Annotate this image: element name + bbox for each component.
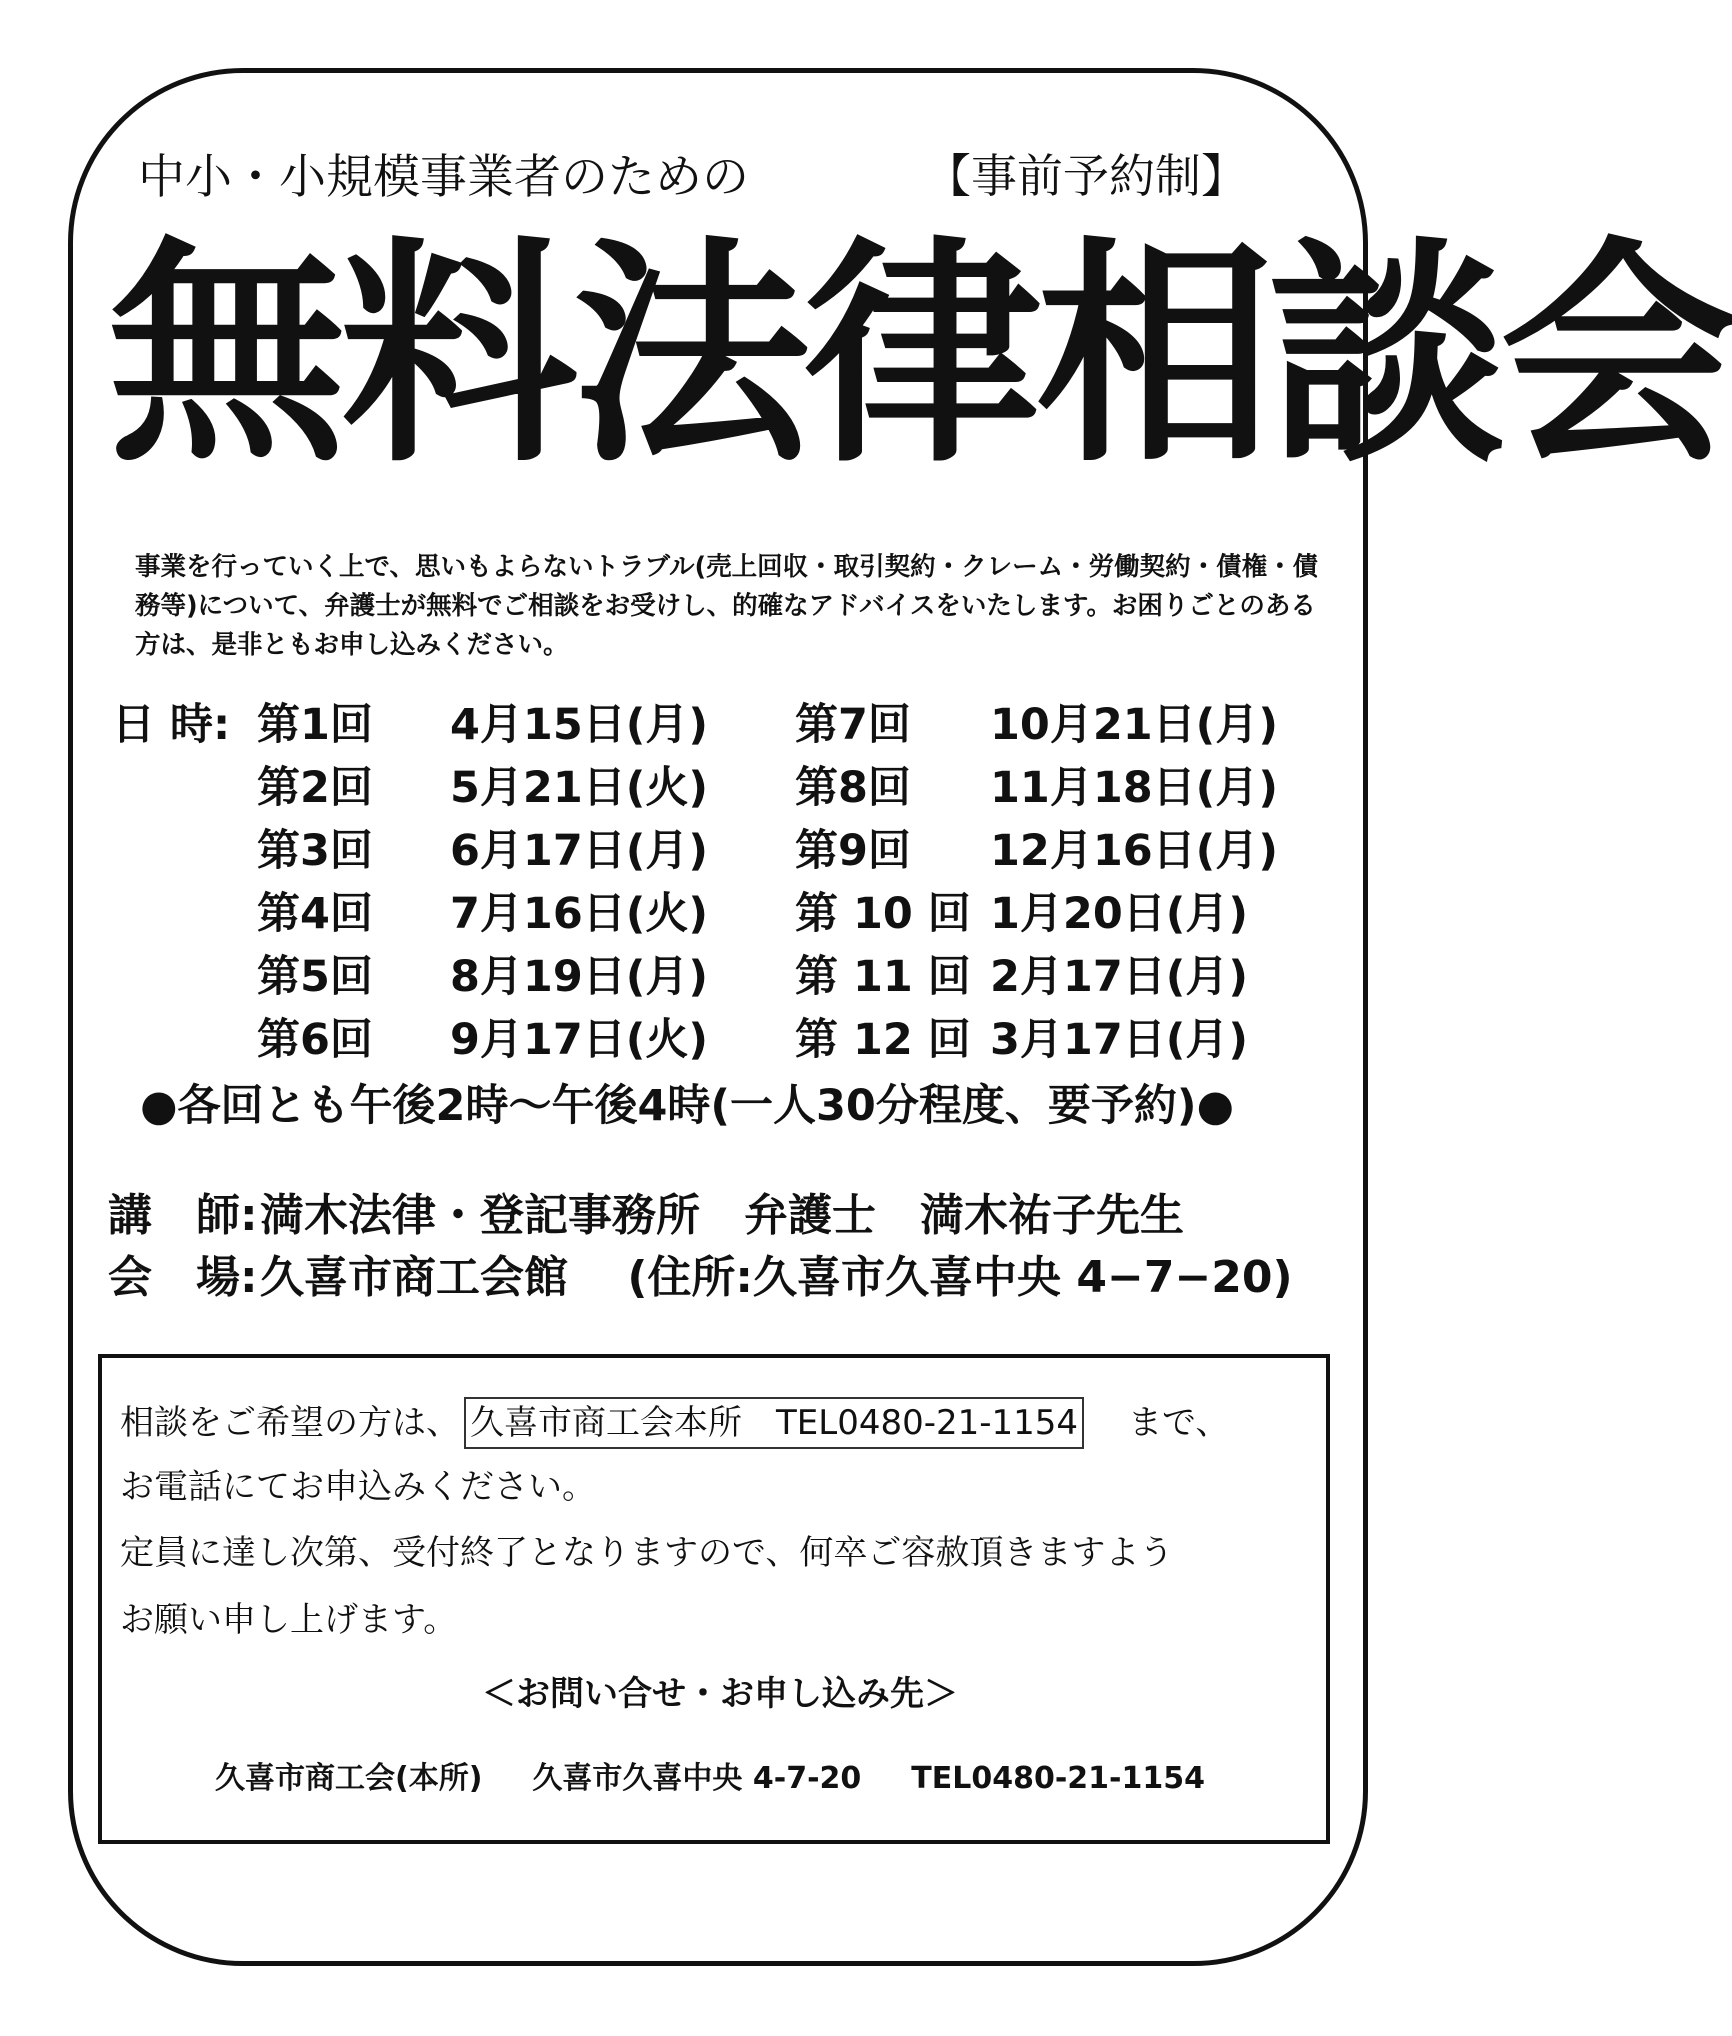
subtitle: 中小・小規模事業者のための (138, 150, 749, 205)
reservation-note: 【事前予約制】 (925, 149, 1247, 203)
session-date: 5月21日(火) (450, 763, 709, 813)
session-date: 6月17日(月) (450, 826, 709, 876)
session-label: 第1回 (257, 700, 373, 750)
session-date: 12月16日(月) (990, 826, 1278, 876)
schedule-label: 日 時: (112, 700, 231, 750)
time-note: ●各回とも午後2時～午後4時(一人30分程度、要予約)● (140, 1081, 1235, 1131)
session-date: 2月17日(月) (990, 952, 1249, 1002)
intro-text: 事業を行っていく上で、思いもよらないトラブル(売上回収・取引契約・クレーム・労働契約・債権・債務等)について、弁護士が無料でご相談をお受けし、的確なアドバイスをいたします。お困りごとのある方は、是非ともお申し込みください。 (135, 552, 1319, 660)
session-date: 9月17日(火) (450, 1015, 709, 1065)
session-label: 第4回 (257, 889, 373, 939)
session-label: 第5回 (257, 952, 373, 1002)
contact-line-3: 定員に達し次第、受付終了となりますので、何卒ご容赦頂きますよう (120, 1533, 1174, 1573)
contact-line-1 (120, 1397, 1229, 1449)
venue-value: 久喜市商工会館 (住所:久喜市久喜中央 4−7−20) (260, 1252, 1293, 1303)
contact-prefix: 相談をご希望の方は、 (120, 1403, 460, 1443)
session-date: 8月19日(月) (450, 952, 709, 1002)
lecturer-label: 講 師: (108, 1190, 258, 1241)
session-date: 10月21日(月) (990, 700, 1278, 750)
session-date: 3月17日(月) (990, 1015, 1249, 1065)
session-label: 第2回 (257, 763, 373, 813)
contact-line-2: お電話にてお申込みください。 (120, 1467, 596, 1507)
contact-line-4: お願い申し上げます。 (120, 1600, 458, 1640)
org-address: 久喜市久喜中央 4-7-20 (532, 1761, 862, 1796)
session-date: 4月15日(月) (450, 700, 709, 750)
venue-label: 会 場: (108, 1252, 258, 1303)
session-label: 第6回 (257, 1015, 373, 1065)
lecturer-row (108, 1188, 1184, 1244)
session-date: 7月16日(火) (450, 889, 709, 939)
session-label: 第 12 回 (795, 1015, 971, 1065)
venue-row (108, 1250, 1293, 1306)
org-name: 久喜市商工会(本所) (215, 1761, 483, 1796)
page-title: 無料法律相談会 (108, 218, 1732, 495)
lecturer-value: 満木法律・登記事務所 弁護士 満木祐子先生 (260, 1190, 1184, 1241)
session-date: 1月20日(月) (990, 889, 1249, 939)
org-tel: TEL0480-21-1154 (911, 1761, 1205, 1796)
session-label: 第9回 (795, 826, 911, 876)
session-label: 第3回 (257, 826, 373, 876)
contact-phone-highlight: 久喜市商工会本所 TEL0480-21-1154 (464, 1397, 1084, 1449)
session-label: 第 10 回 (795, 889, 971, 939)
contact-heading: ＜お問い合せ・お申し込み先＞ (482, 1674, 958, 1714)
session-label: 第 11 回 (795, 952, 971, 1002)
contact-suffix: まで、 (1128, 1403, 1230, 1443)
session-label: 第7回 (795, 700, 911, 750)
session-date: 11月18日(月) (990, 763, 1278, 813)
contact-footer (215, 1757, 1255, 1801)
session-label: 第8回 (795, 763, 911, 813)
